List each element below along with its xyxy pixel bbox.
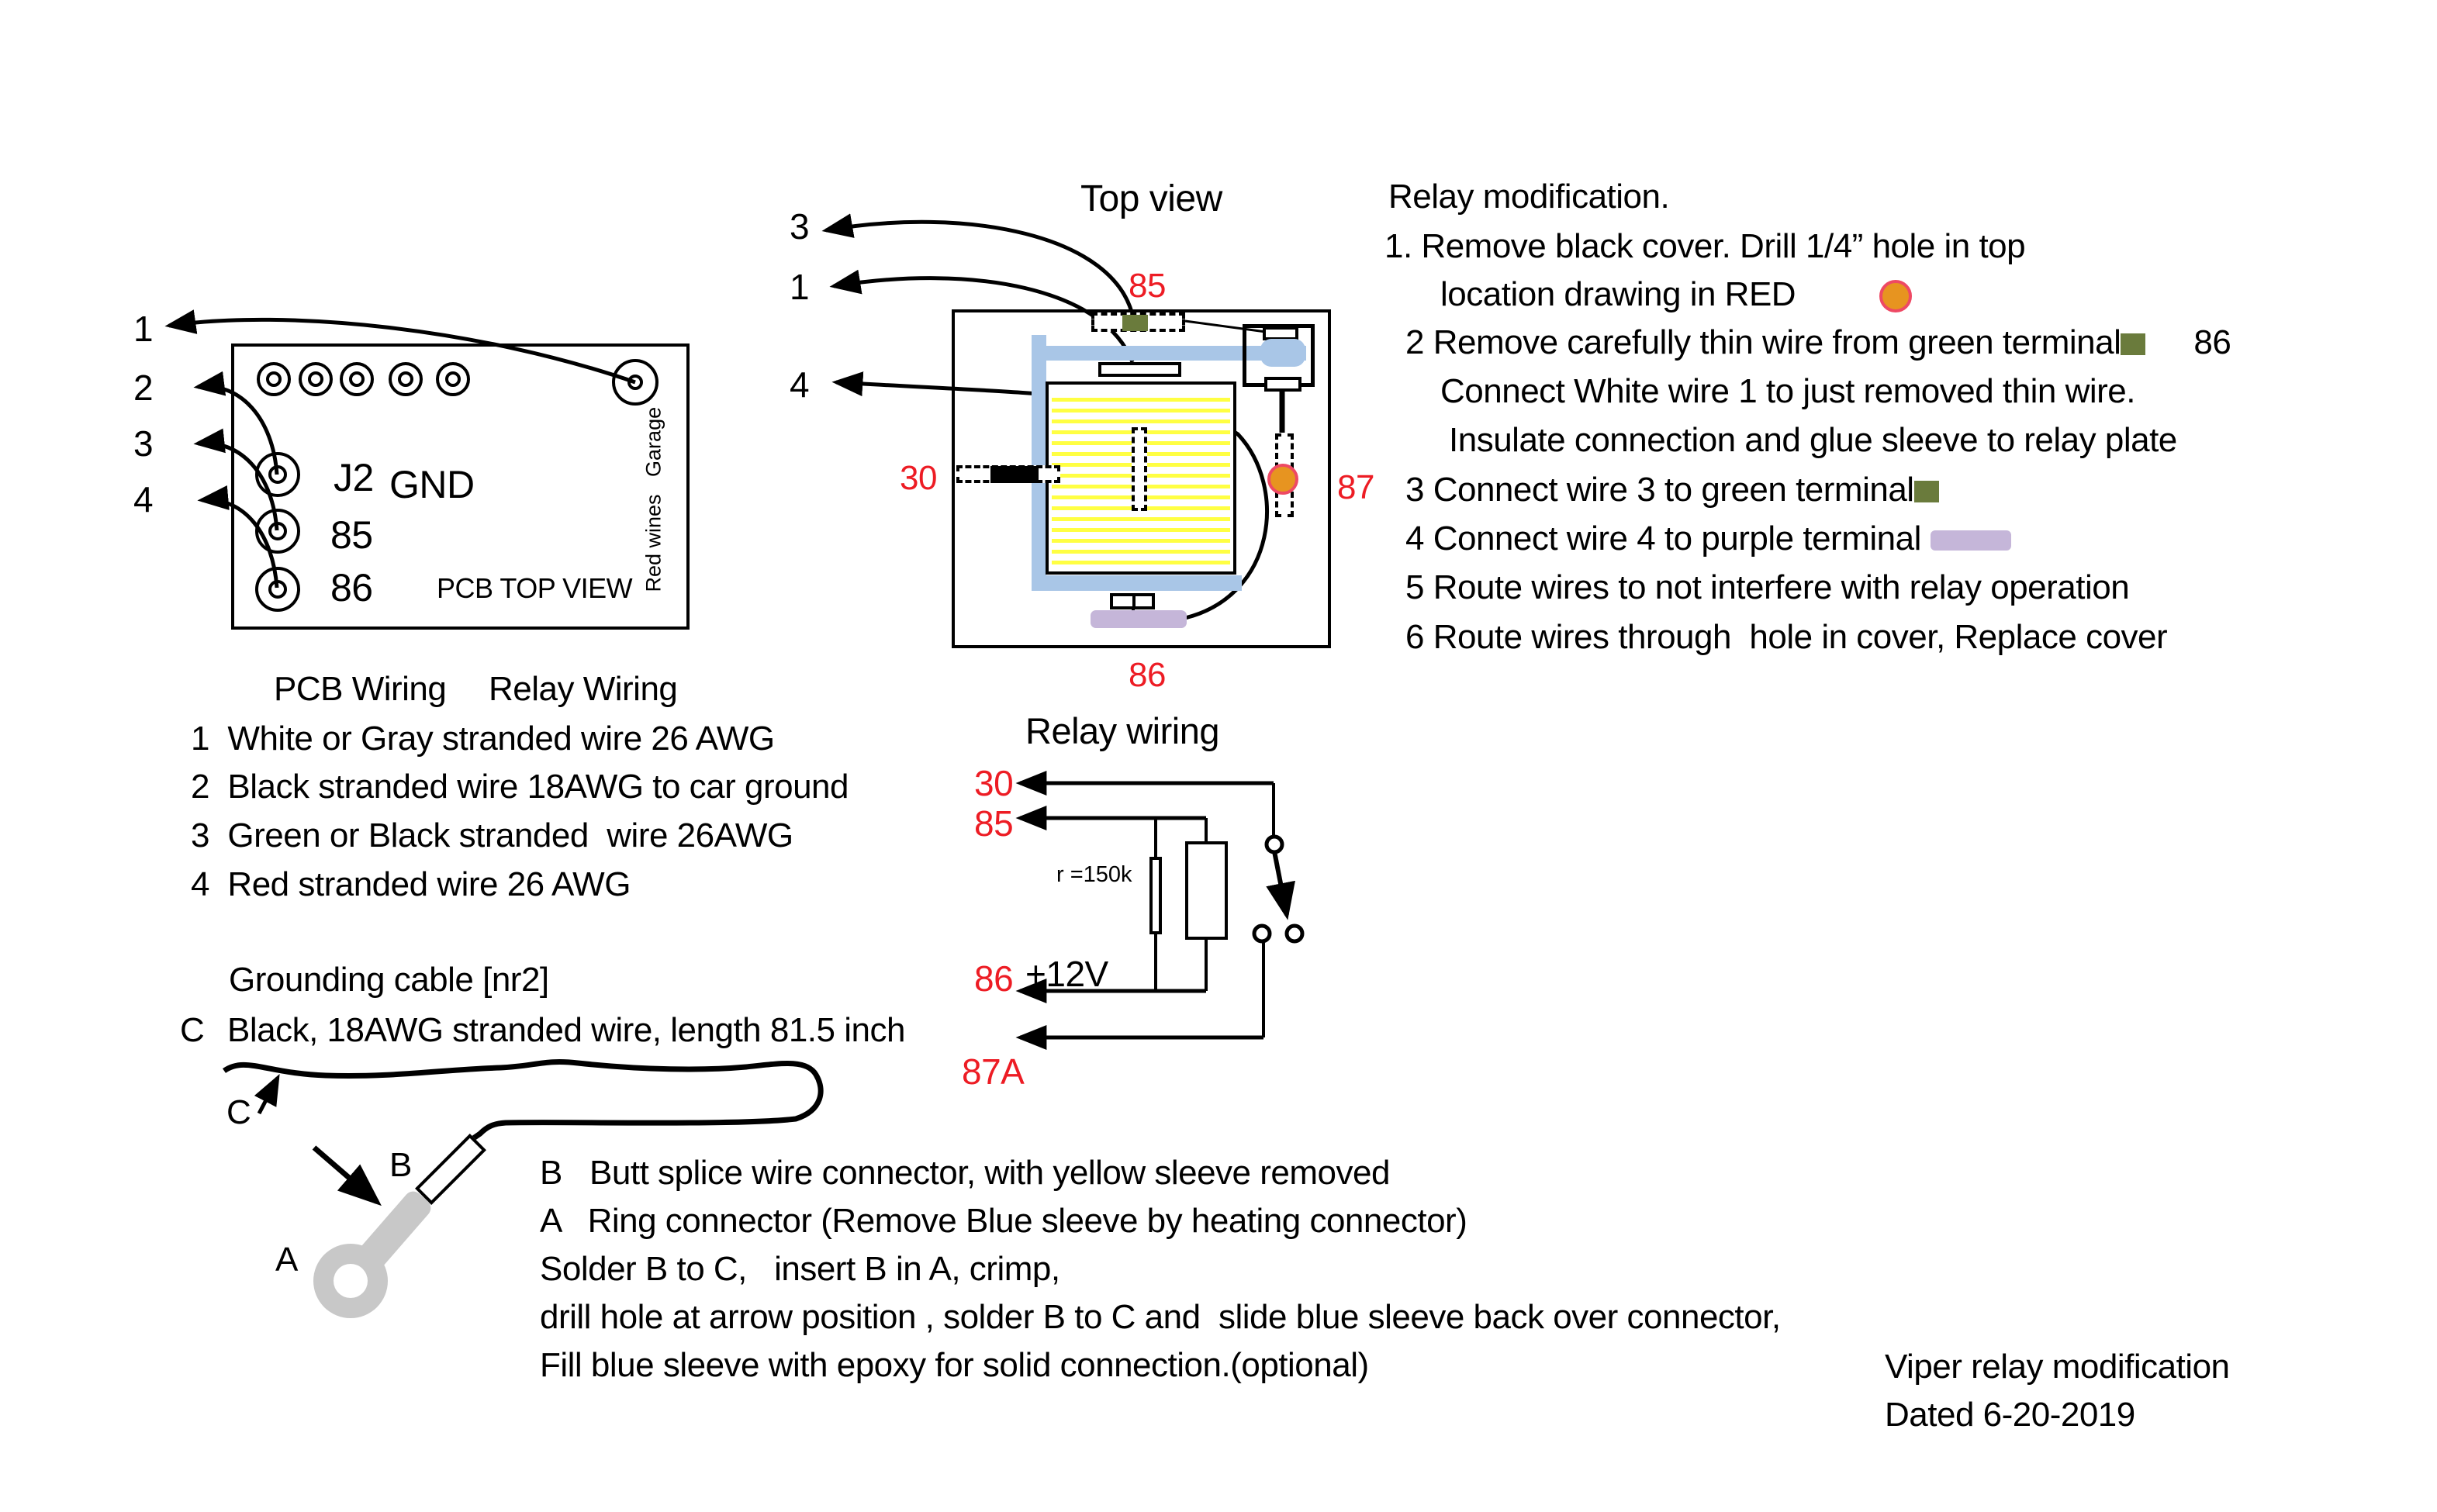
- drill-hole-marker: [1267, 464, 1298, 495]
- grounding-title: Grounding cable [nr2]: [229, 961, 549, 999]
- drill-hole-legend-icon: [1879, 280, 1912, 312]
- pcb-label-86: 86: [330, 566, 373, 609]
- topview-label-85: 85: [1129, 267, 1166, 305]
- pcb-title: PCB TOP VIEW: [437, 572, 633, 604]
- ring-connector-hole: [334, 1264, 368, 1298]
- instructions-title: Relay modification.: [1388, 178, 1670, 216]
- bottom-contact-divider: [1132, 596, 1136, 606]
- schematic-label-86: 86: [974, 958, 1014, 999]
- pcb-side-note: Red wines Garage: [641, 406, 665, 592]
- schematic-title: Relay wiring: [1025, 710, 1219, 751]
- grounding-spec: Black, 18AWG stranded wire, length 81.5 inch: [227, 1011, 905, 1049]
- topview-wire-label-4: 4: [790, 364, 810, 405]
- wiring-list-header-pcb: PCB Wiring: [274, 670, 447, 708]
- schematic-label-87a: 87A: [962, 1051, 1025, 1092]
- instruction-step-4-text: 4 Connect wire 4 to purple terminal: [1405, 520, 1931, 558]
- bottom-contact-pair: [1110, 593, 1155, 609]
- pcb-label-j2: J2: [334, 456, 374, 499]
- wiring-list-item-2: 2 Black stranded wire 18AWG to car ground: [191, 768, 849, 806]
- pcb-wire-label-1: 1: [133, 309, 154, 349]
- relay-slider-plate: [1098, 362, 1181, 377]
- relay-frame-left-bar: [1032, 335, 1046, 591]
- purple-terminal: [1091, 610, 1187, 628]
- topview-wire-label-3: 3: [790, 206, 810, 247]
- instruction-step-3-text: 3 Connect wire 3 to green terminal: [1405, 471, 1914, 509]
- armature-blue-pad: [1260, 339, 1305, 367]
- assembly-note-a: A Ring connector (Remove Blue sleeve by heating connector): [540, 1202, 1467, 1240]
- instruction-step-2c: Insulate connection and glue sleeve to relay plate: [1449, 421, 2177, 459]
- green-terminal-legend-icon-2: [1914, 481, 1939, 502]
- instruction-step-2: [1405, 323, 2231, 363]
- footer-title: Viper relay modification: [1885, 1348, 2230, 1386]
- instruction-step-1: 1. Remove black cover. Drill 1/4” hole in top: [1384, 227, 2026, 265]
- grounding-cable-path: [224, 1062, 821, 1141]
- pcb-label-gnd: GND: [389, 463, 475, 506]
- drill-position-arrow: [314, 1148, 377, 1202]
- instruction-step-2-ref: 86: [2193, 323, 2231, 361]
- schematic-coil-symbol: [1185, 841, 1228, 940]
- schematic-label-85: 85: [974, 803, 1014, 844]
- instruction-step-4: [1405, 520, 2011, 559]
- pcb-wire-label-3: 3: [133, 423, 154, 464]
- coil-center-dashed: [1132, 427, 1147, 511]
- pcb-wire-label-4: 4: [133, 479, 154, 520]
- terminal-30-blade: [990, 466, 1039, 483]
- instruction-step-2b: Connect White wire 1 to just removed thin wire.: [1440, 372, 2135, 410]
- schematic-resistor: [1149, 857, 1162, 934]
- instruction-step-2-text: 2 Remove carefully thin wire from green terminal: [1405, 323, 2121, 361]
- instruction-step-3: [1405, 471, 1939, 510]
- assembly-note-epoxy: Fill blue sleeve with epoxy for solid connection.(optional): [540, 1346, 1369, 1384]
- footer-date: Dated 6-20-2019: [1885, 1396, 2135, 1434]
- assembly-note-drill: drill hole at arrow position , solder B to C and slide blue sleeve back over connector,: [540, 1298, 1781, 1336]
- topview-title: Top view: [1080, 178, 1222, 219]
- topview-wire-3-curve: [826, 222, 1133, 318]
- schematic-switch-blade: [1274, 851, 1287, 915]
- wiring-list-header-relay: Relay Wiring: [489, 670, 678, 708]
- armature-bottom-contact: [1264, 377, 1301, 392]
- topview-label-87: 87: [1337, 468, 1374, 506]
- cable-label-c: C: [226, 1093, 251, 1131]
- grounding-label-c: C: [180, 1011, 205, 1049]
- purple-terminal-legend-icon: [1931, 530, 2011, 551]
- topview-wire-label-1: 1: [790, 267, 810, 307]
- schematic-label-30: 30: [974, 763, 1014, 803]
- instruction-step-1b: [1440, 275, 1912, 315]
- wiring-list-item-1: 1 White or Gray stranded wire 26 AWG: [191, 720, 775, 758]
- cable-label-b: B: [389, 1146, 412, 1184]
- schematic-label-12v: +12V: [1025, 954, 1108, 994]
- cable-label-a: A: [275, 1241, 298, 1279]
- instruction-step-6: 6 Route wires through hole in cover, Replace cover: [1405, 618, 2168, 656]
- instruction-step-1b-text: location drawing in RED: [1440, 275, 1796, 313]
- schematic-resistor-value: r =150k: [1056, 862, 1132, 887]
- cable-c-arrow: [259, 1078, 278, 1113]
- assembly-note-b: B Butt splice wire connector, with yellow sleeve removed: [540, 1154, 1390, 1192]
- topview-label-86: 86: [1129, 656, 1166, 694]
- pcb-label-85: 85: [330, 513, 373, 557]
- green-terminal-legend-icon: [2121, 333, 2145, 355]
- schematic-switch-contacts: [1254, 837, 1302, 941]
- wiring-list-item-3: 3 Green or Black stranded wire 26AWG: [191, 816, 793, 854]
- green-terminal: [1122, 315, 1148, 331]
- instruction-step-5: 5 Route wires to not interfere with relay operation: [1405, 568, 2130, 606]
- relay-frame-bottom-bar: [1032, 575, 1242, 591]
- assembly-note-solder: Solder B to C, insert B in A, crimp,: [540, 1250, 1060, 1288]
- pcb-wire-label-2: 2: [133, 368, 154, 408]
- topview-label-30: 30: [900, 459, 937, 497]
- wiring-list-item-4: 4 Red stranded wire 26 AWG: [191, 865, 631, 903]
